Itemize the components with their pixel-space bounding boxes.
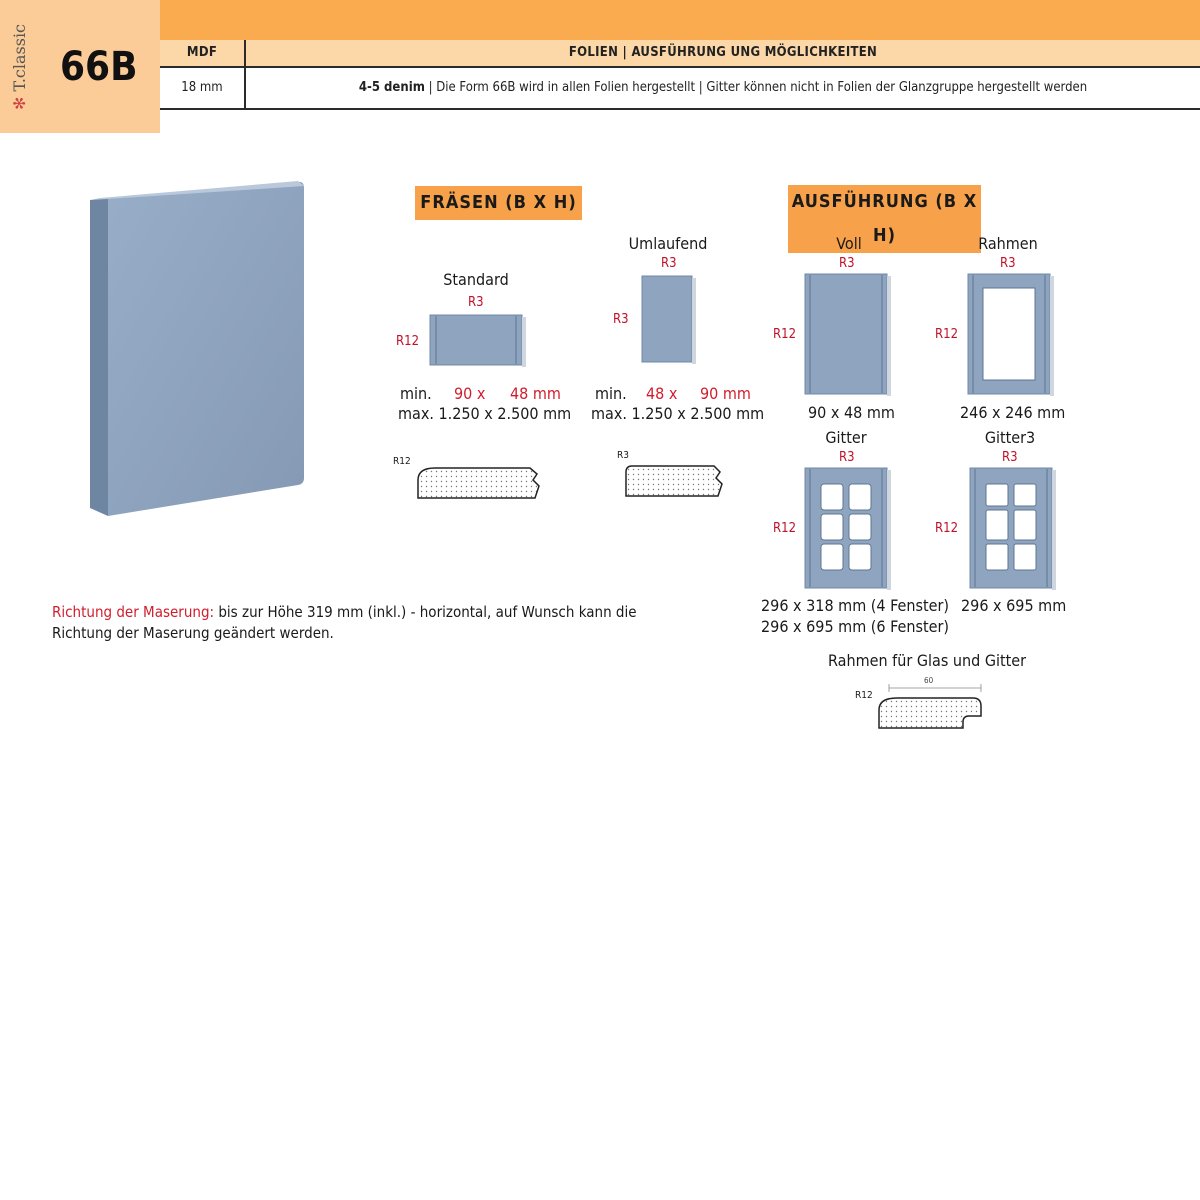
umlaufend-panel-icon [640,274,698,366]
standard-title: Standard [443,270,509,289]
umlaufend-max: max. 1.250 x 2.500 mm [591,404,765,423]
description-bold: 4-5 denim [358,80,425,95]
gitter-door-icon [803,466,893,594]
standard-min-width: 90 x [454,384,486,403]
rahmen-size: 246 x 246 mm [960,403,1066,422]
voll-r-side: R12 [773,327,797,342]
voll-r-top: R3 [839,256,855,271]
brand-name: T.classic [10,23,29,92]
gitter3-title: Gitter3 [984,428,1036,447]
description-text: | Die Form 66B wird in allen Folien hergestellt | Gitter können nicht in Folien der Glanzgruppe hergestellt werden [424,80,1088,95]
umlaufend-min-height: 90 mm [700,384,751,403]
options-header: FOLIEN | AUSFÜHRUNG UNG MÖGLICHKEITEN [246,40,1200,68]
door-front-image [88,178,313,518]
grain-direction-note [52,602,692,644]
gitter-r-side: R12 [773,521,797,536]
voll-size: 90 x 48 mm [808,403,895,422]
umlaufend-min-label: min. [595,384,627,403]
voll-door-icon [803,272,893,400]
product-code: 66B [60,44,138,90]
voll-title: Voll [836,234,862,253]
standard-min-label: min. [400,384,432,403]
umlaufend-r-top: R3 [661,256,677,271]
rahmen-r-top: R3 [1000,256,1016,271]
rahmen-r-side: R12 [935,327,959,342]
thickness-cell: 18 mm [160,68,246,110]
umlaufend-r-side: R3 [613,312,629,327]
umlaufend-profile-label: R3 [617,450,629,461]
standard-max: max. 1.250 x 2.500 mm [398,404,572,423]
standard-r-side: R12 [396,334,420,349]
umlaufend-min-width: 48 x [646,384,678,403]
gitter3-r-top: R3 [1002,450,1018,465]
note-text: bis zur Höhe 319 mm (inkl.) - horizontal, auf Wunsch kann die Richtung der Maserung geändert werden. [52,603,637,642]
fraesen-title: FRÄSEN (B X H) [415,186,582,220]
gitter-size-4: 296 x 318 mm (4 Fenster) [761,596,950,615]
frame-profile-title: Rahmen für Glas und Gitter [828,651,1027,670]
umlaufend-edge-profile [622,458,726,500]
rahmen-title: Rahmen [978,234,1038,253]
frame-profile-width-label: 60 [924,676,934,685]
gitter3-size: 296 x 695 mm [961,596,1067,615]
standard-r-top: R3 [468,295,484,310]
rahmen-door-icon [966,272,1056,400]
top-bar [0,0,1200,42]
frame-edge-profile [875,680,987,732]
frame-profile-r-label: R12 [855,690,873,701]
standard-panel-icon [428,313,528,368]
gitter3-r-side: R12 [935,521,959,536]
material-header: MDF [160,40,246,68]
standard-edge-profile [415,460,545,502]
standard-min-height: 48 mm [510,384,561,403]
gitter-title: Gitter [825,428,867,447]
brand-flower-icon: ✻ [10,96,29,110]
ausfuehrung-title: AUSFÜHRUNG (B X H) [788,185,981,253]
gitter-r-top: R3 [839,450,855,465]
gitter3-door-icon [968,466,1058,594]
description-cell [246,68,1200,110]
note-label: Richtung der Maserung: [52,603,215,621]
umlaufend-title: Umlaufend [628,234,708,253]
brand-logo [10,20,40,110]
gitter-size-6: 296 x 695 mm (6 Fenster) [761,617,950,636]
standard-profile-label: R12 [393,456,411,467]
product-code-box [0,0,160,133]
